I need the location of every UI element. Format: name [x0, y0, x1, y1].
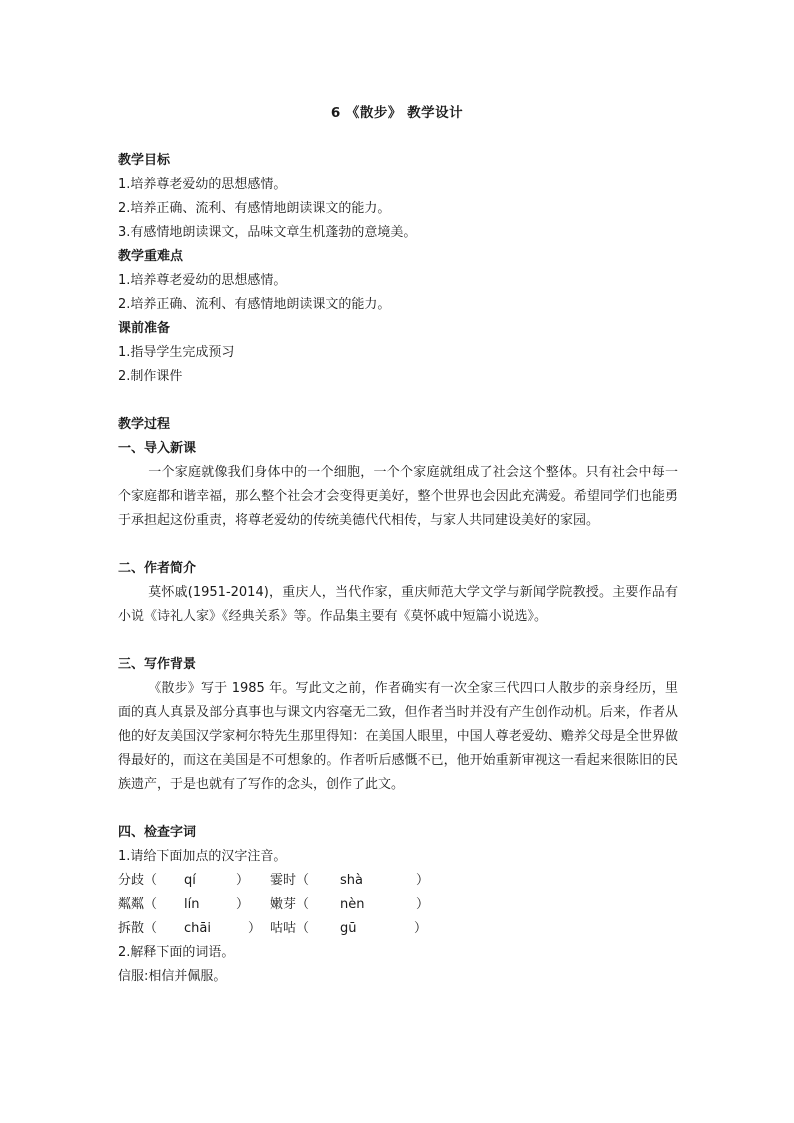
author-paragraph: 莫怀戚(1951-2014)，重庆人，当代作家，重庆师范大学文学与新闻学院教授。主要作品有小说《诗礼人家》《经典关系》等。作品集主要有《莫怀戚中短篇小说选》。: [118, 585, 678, 624]
prep-item: 2.制作课件: [118, 369, 183, 384]
pinyin-word: 嫩芽（: [270, 897, 310, 912]
prep-item: 1.指导学生完成预习: [118, 345, 235, 360]
pinyin-answer: chāi: [184, 921, 211, 936]
pinyin-row: [118, 869, 678, 893]
section-heading-key-points: 教学重难点: [118, 249, 184, 264]
section-heading-prep: 课前准备: [118, 321, 171, 336]
pinyin-close: ）: [236, 897, 250, 912]
pinyin-word: 分歧（: [118, 873, 158, 888]
section-heading-background: 三、写作背景: [118, 657, 197, 672]
pinyin-close: ）: [414, 921, 428, 936]
pinyin-answer: lín: [184, 897, 200, 912]
pinyin-answer: qí: [184, 873, 196, 888]
pinyin-close: ）: [248, 921, 262, 936]
background-paragraph: 《散步》写于 1985 年。写此文之前，作者确实有一次全家三代四口人散步的亲身经历，里面的真人真景及部分真事也与课文内容毫无二致，但作者当时并没有产生创作动机。后来，作者从他的好友美国汉学家柯尔特先生那里得知：在美国人眼里，中国人尊老爱幼、赡养父母是全世界做得最好的，而这在美国是不可想象的。作者听后感慨不已，他开始重新审视这一看起来很陈旧的民族遗产，于是也就有了写作的念头，创作了此文。: [118, 681, 678, 792]
pinyin-word: 咕咕（: [270, 921, 310, 936]
section-heading-process: 教学过程: [118, 417, 171, 432]
pinyin-row: [118, 917, 678, 941]
section-heading-goals: 教学目标: [118, 153, 171, 168]
word-definition: 信服:相信并佩服。: [118, 969, 227, 984]
key-point-item: 2.培养正确、流利、有感情地朗读课文的能力。: [118, 297, 391, 312]
document-body: [118, 149, 678, 989]
pinyin-word: 拆散（: [118, 921, 158, 936]
key-point-item: 1.培养尊老爱幼的思想感情。: [118, 273, 287, 288]
words-question-1: 1.请给下面加点的汉字注音。: [118, 849, 287, 864]
pinyin-answer: nèn: [340, 897, 365, 912]
goal-item: 1.培养尊老爱幼的思想感情。: [118, 177, 287, 192]
section-heading-intro: 一、导入新课: [118, 441, 197, 456]
pinyin-answer: gū: [340, 921, 357, 936]
pinyin-word: 粼粼（: [118, 897, 158, 912]
section-heading-words: 四、检查字词: [118, 825, 197, 840]
page-title: 6 《散步》 教学设计: [330, 105, 464, 121]
section-heading-author: 二、作者简介: [118, 561, 197, 576]
pinyin-close: ）: [416, 897, 430, 912]
pinyin-answer: shà: [340, 873, 363, 888]
pinyin-row: [118, 893, 678, 917]
goal-item: 2.培养正确、流利、有感情地朗读课文的能力。: [118, 201, 391, 216]
pinyin-word: 霎时（: [270, 873, 310, 888]
pinyin-close: ）: [236, 873, 250, 888]
words-question-2: 2.解释下面的词语。: [118, 945, 235, 960]
pinyin-close: ）: [416, 873, 430, 888]
intro-paragraph: 一个家庭就像我们身体中的一个细胞，一个个家庭就组成了社会这个整体。只有社会中每一个家庭都和谐幸福，那么整个社会才会变得更美好，整个世界也会因此充满爱。希望同学们也能勇于承担起这份重责，将尊老爱幼的传统美德代代相传，与家人共同建设美好的家园。: [118, 465, 678, 528]
goal-item: 3.有感情地朗读课文，品味文章生机蓬勃的意境美。: [118, 225, 417, 240]
